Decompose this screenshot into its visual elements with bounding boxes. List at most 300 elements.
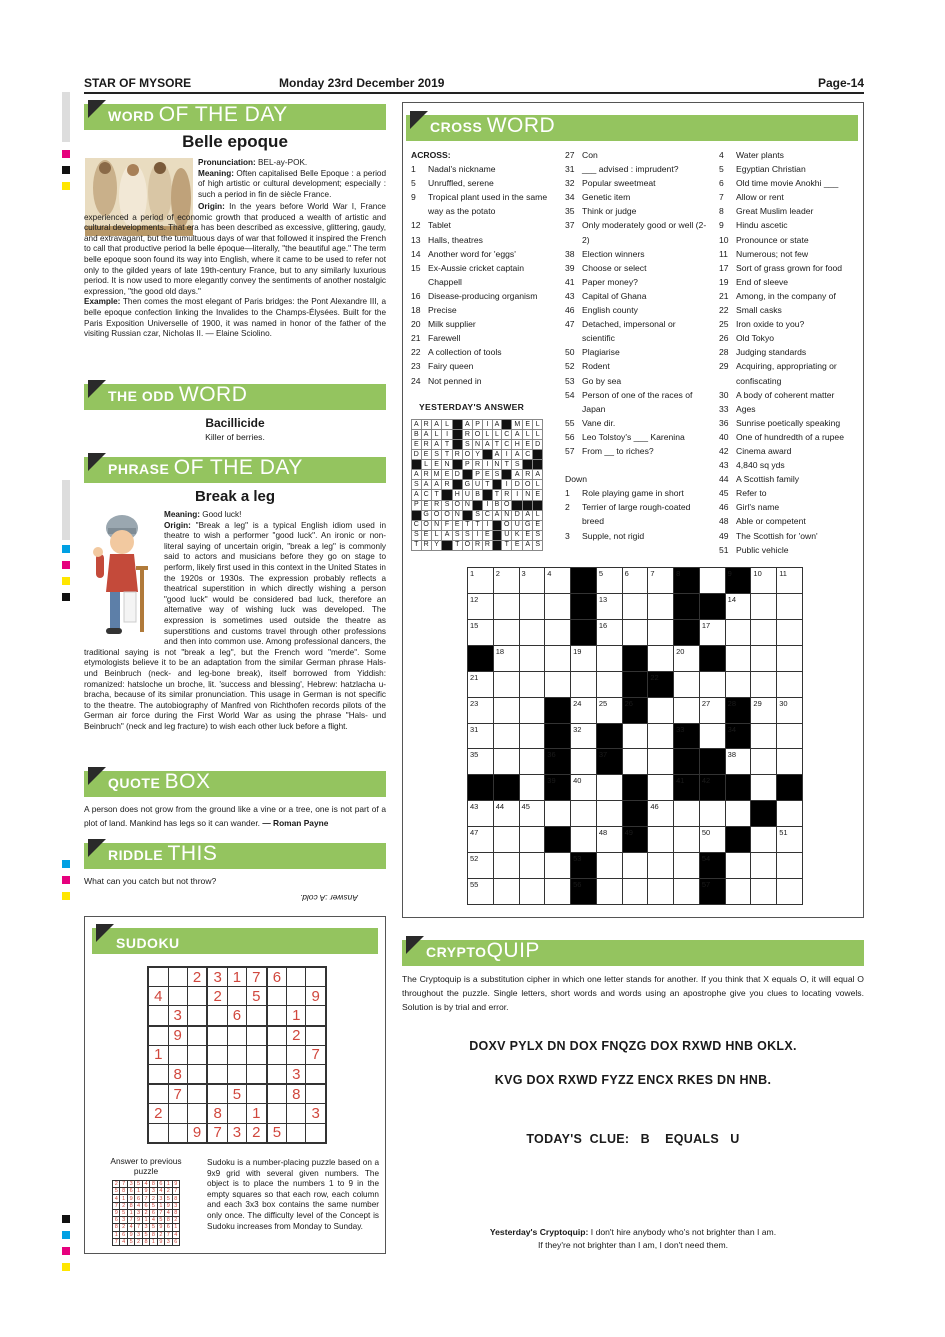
- sudoku-cell: 7: [135, 1224, 142, 1231]
- previous-sudoku-grid: [112, 1180, 180, 1246]
- crossword-cell[interactable]: [596, 853, 622, 879]
- crossword-cell[interactable]: [519, 749, 545, 775]
- sudoku-cell[interactable]: [306, 967, 326, 987]
- crossword-cell[interactable]: [493, 827, 519, 853]
- sudoku-cell[interactable]: 8: [207, 1104, 227, 1123]
- crossword-cell[interactable]: [571, 723, 597, 749]
- sudoku-cell: 6: [142, 1202, 149, 1209]
- crossword-cell[interactable]: [751, 645, 777, 671]
- crossword-cell[interactable]: [699, 697, 725, 723]
- sudoku-cell[interactable]: [227, 987, 246, 1006]
- clue-text: Another word for 'eggs': [428, 248, 516, 259]
- sudoku-cell[interactable]: [267, 1065, 287, 1085]
- crossword-cell[interactable]: [751, 723, 777, 749]
- crossword-cell[interactable]: [519, 879, 545, 905]
- crossword-cell[interactable]: [545, 645, 571, 671]
- sudoku-cell[interactable]: 1: [148, 1045, 168, 1064]
- sudoku-cell[interactable]: [168, 1045, 187, 1064]
- crossword-cell[interactable]: [468, 593, 494, 619]
- crossword-cell[interactable]: [674, 671, 700, 697]
- sudoku-cell: 7: [113, 1202, 120, 1209]
- crossword-cell[interactable]: [493, 645, 519, 671]
- crossword-cell[interactable]: [468, 801, 494, 827]
- crossword-cell[interactable]: [545, 879, 571, 905]
- answer-cell: E: [483, 470, 493, 480]
- sudoku-cell[interactable]: 9: [187, 1123, 207, 1143]
- crossword-cell[interactable]: [596, 879, 622, 905]
- clue-number: 10: [719, 234, 729, 245]
- odd-word: Bacillicide: [205, 416, 265, 430]
- crossword-cell[interactable]: [468, 619, 494, 645]
- sudoku-cell[interactable]: [187, 1045, 207, 1064]
- sudoku-cell[interactable]: 2: [247, 1123, 267, 1143]
- corner-triangle-icon: [88, 767, 106, 785]
- across-heading: ACROSS:: [411, 150, 451, 160]
- crossword-cell[interactable]: [648, 853, 674, 879]
- clue-number: 16: [411, 290, 421, 301]
- answer-cell: R: [472, 460, 482, 470]
- sudoku-cell[interactable]: 5: [247, 987, 267, 1006]
- crossword-cell[interactable]: [777, 853, 803, 879]
- cell-number: 56: [573, 880, 582, 890]
- corner-triangle-icon: [406, 936, 424, 954]
- answer-cell: E: [523, 530, 533, 540]
- crossword-cell[interactable]: [777, 697, 803, 723]
- sudoku-cell[interactable]: 3: [306, 1104, 326, 1123]
- crossword-cell[interactable]: [648, 749, 674, 775]
- sudoku-cell[interactable]: 2: [287, 1026, 306, 1046]
- crossword-cell[interactable]: [674, 853, 700, 879]
- origin-label: Origin:: [164, 520, 191, 530]
- crossword-cell[interactable]: [648, 879, 674, 905]
- answer-cell: P: [472, 470, 482, 480]
- crossword-cell[interactable]: [545, 671, 571, 697]
- crossword-cell[interactable]: [751, 568, 777, 594]
- answer-cell: T: [502, 540, 512, 550]
- sudoku-cell[interactable]: [287, 1104, 306, 1123]
- crossword-cell[interactable]: [725, 619, 751, 645]
- black-square: [725, 697, 751, 723]
- crossword-cell[interactable]: [571, 775, 597, 801]
- answer-cell: [533, 500, 543, 510]
- sudoku-cell[interactable]: [148, 1084, 168, 1104]
- crossword-cell[interactable]: [519, 645, 545, 671]
- crossword-cell[interactable]: [519, 827, 545, 853]
- crossword-cell[interactable]: [751, 671, 777, 697]
- crossword-cell[interactable]: [493, 801, 519, 827]
- sudoku-cell[interactable]: 5: [227, 1084, 246, 1104]
- crossword-cell[interactable]: [699, 801, 725, 827]
- crossword-cell[interactable]: [493, 853, 519, 879]
- sudoku-cell[interactable]: [267, 1026, 287, 1046]
- cell-number: 52: [470, 854, 479, 864]
- sudoku-cell[interactable]: [247, 1045, 267, 1064]
- bar-label: PHRASE: [108, 461, 170, 477]
- crossword-cell[interactable]: [519, 671, 545, 697]
- sudoku-cell[interactable]: [187, 1104, 207, 1123]
- crossword-cell[interactable]: [622, 879, 648, 905]
- answer-cell: A: [512, 450, 523, 460]
- answer-cell: [452, 480, 462, 490]
- answer-cell: O: [523, 480, 533, 490]
- crossword-cell[interactable]: [571, 671, 597, 697]
- sudoku-cell: 2: [157, 1231, 164, 1238]
- crossword-cell[interactable]: [596, 801, 622, 827]
- crossword-cell[interactable]: [777, 749, 803, 775]
- crossword-cell[interactable]: [751, 775, 777, 801]
- crossword-cell[interactable]: [493, 723, 519, 749]
- crossword-cell[interactable]: [493, 671, 519, 697]
- sudoku-cell[interactable]: 2: [148, 1104, 168, 1123]
- crossword-cell[interactable]: [699, 671, 725, 697]
- answer-cell: A: [492, 510, 502, 520]
- quote-author: — Roman Payne: [262, 818, 329, 828]
- crossword-cell[interactable]: [674, 645, 700, 671]
- crossword-cell[interactable]: [699, 568, 725, 594]
- crossword-cell[interactable]: [777, 723, 803, 749]
- sudoku-cell[interactable]: [267, 987, 287, 1006]
- crossword-cell[interactable]: [519, 593, 545, 619]
- answer-cell: I: [502, 480, 512, 490]
- crossword-cell[interactable]: [545, 568, 571, 594]
- crossword-cell[interactable]: [468, 671, 494, 697]
- crossword-cell[interactable]: [596, 593, 622, 619]
- sudoku-cell[interactable]: 7: [168, 1084, 187, 1104]
- sudoku-cell[interactable]: [187, 1065, 207, 1085]
- crossword-cell[interactable]: [699, 827, 725, 853]
- crossword-cell[interactable]: [751, 879, 777, 905]
- clue-text: One of hundredth of a rupee: [736, 431, 844, 442]
- sudoku-cell: 1: [135, 1188, 142, 1195]
- answer-cell: B: [412, 430, 422, 440]
- answer-cell: R: [502, 490, 512, 500]
- crossword-cell[interactable]: [699, 723, 725, 749]
- sudoku-cell[interactable]: 1: [247, 1104, 267, 1123]
- crossword-cell[interactable]: [571, 749, 597, 775]
- crossword-cell[interactable]: [596, 568, 622, 594]
- crossword-cell[interactable]: [493, 593, 519, 619]
- crossword-cell[interactable]: [648, 697, 674, 723]
- crossword-cell[interactable]: [751, 593, 777, 619]
- sudoku-cell[interactable]: [247, 1026, 267, 1046]
- crossword-cell[interactable]: [596, 697, 622, 723]
- cryptoquip-intro: The Cryptoquip is a substitution cipher in which one letter stands for another. If you think that X equals O, it will equal O throughout the puzzle. Single letters, short words and words using an apostrophe give you clues to locating vowels. Solution is by trial and error.: [402, 974, 864, 1012]
- sudoku-cell[interactable]: 6: [227, 1006, 246, 1026]
- crossword-cell[interactable]: [622, 619, 648, 645]
- sudoku-cell[interactable]: [187, 1026, 207, 1046]
- answer-cell: T: [492, 490, 502, 500]
- sudoku-bar: [92, 928, 378, 954]
- sudoku-cell[interactable]: [267, 1045, 287, 1064]
- answer-cell: S: [472, 510, 482, 520]
- crossword-cell[interactable]: [519, 619, 545, 645]
- sudoku-cell[interactable]: 3: [287, 1065, 306, 1085]
- crossword-cell[interactable]: [519, 853, 545, 879]
- sudoku-cell: 1: [165, 1181, 172, 1188]
- sudoku-cell[interactable]: 9: [168, 1026, 187, 1046]
- answer-cell: Y: [472, 450, 482, 460]
- crossword-cell[interactable]: [571, 801, 597, 827]
- answer-cell: N: [523, 490, 533, 500]
- sudoku-cell[interactable]: 5: [267, 1123, 287, 1143]
- crossword-cell[interactable]: [674, 697, 700, 723]
- crossword-cell[interactable]: [596, 645, 622, 671]
- riddle-question: What can you catch but not throw?: [84, 876, 217, 886]
- yesterday-cryptoquip: [402, 1226, 864, 1251]
- sudoku-cell[interactable]: [207, 1065, 227, 1085]
- crossword-cell[interactable]: [648, 775, 674, 801]
- answer-cell: R: [421, 440, 431, 450]
- clue-item: [411, 233, 551, 247]
- crossword-cell[interactable]: [725, 645, 751, 671]
- sudoku-cell: 1: [113, 1231, 120, 1238]
- crossword-cell[interactable]: [571, 827, 597, 853]
- crossword-cell[interactable]: [674, 827, 700, 853]
- clue-item: [719, 444, 859, 458]
- sudoku-cell[interactable]: [287, 987, 306, 1006]
- crossword-cell[interactable]: [674, 879, 700, 905]
- down-heading: Down: [565, 474, 587, 485]
- crossword-cell[interactable]: [674, 801, 700, 827]
- crossword-cell[interactable]: [648, 593, 674, 619]
- crossword-cell[interactable]: [468, 749, 494, 775]
- answer-cell: R: [472, 540, 482, 550]
- sudoku-cell[interactable]: 4: [148, 987, 168, 1006]
- sudoku-cell: 9: [113, 1209, 120, 1216]
- bar-label: QUOTE: [108, 775, 161, 791]
- crossword-cell[interactable]: [571, 645, 597, 671]
- word-of-day-origin: [84, 202, 386, 340]
- crossword-cell[interactable]: [468, 853, 494, 879]
- crossword-cell[interactable]: [493, 749, 519, 775]
- clue-number: 47: [565, 319, 575, 330]
- crossword-cell[interactable]: [777, 619, 803, 645]
- clue-item: [719, 289, 859, 303]
- sudoku-cell[interactable]: [168, 1104, 187, 1123]
- sudoku-cell[interactable]: 8: [168, 1065, 187, 1085]
- crossword-cell[interactable]: [777, 671, 803, 697]
- answer-cell: C: [483, 510, 493, 520]
- crossword-cell[interactable]: [777, 645, 803, 671]
- sudoku-cell[interactable]: [287, 967, 306, 987]
- sudoku-cell[interactable]: [168, 967, 187, 987]
- crossword-cell[interactable]: [545, 593, 571, 619]
- sudoku-cell[interactable]: [187, 1084, 207, 1104]
- sudoku-cell[interactable]: [187, 1006, 207, 1026]
- clue-item: [719, 345, 859, 359]
- black-square: [674, 568, 700, 594]
- crossword-cell[interactable]: [725, 879, 751, 905]
- crossword-cell[interactable]: [545, 853, 571, 879]
- crossword-cell[interactable]: [468, 697, 494, 723]
- sudoku-cell[interactable]: 3: [168, 1006, 187, 1026]
- sudoku-cell[interactable]: [207, 1084, 227, 1104]
- sudoku-cell[interactable]: 1: [287, 1006, 306, 1026]
- clue-number: 36: [719, 417, 729, 428]
- crossword-cell[interactable]: [622, 853, 648, 879]
- sudoku-cell: 5: [150, 1202, 157, 1209]
- answer-cell: E: [533, 490, 543, 500]
- crossword-cell[interactable]: [648, 801, 674, 827]
- crossword-cell[interactable]: [545, 619, 571, 645]
- answer-cell: A: [492, 450, 502, 460]
- sudoku-cell[interactable]: [168, 1123, 187, 1143]
- riddle-answer: Answer :A cold.: [300, 893, 358, 903]
- crossword-cell[interactable]: [648, 568, 674, 594]
- cell-number: 45: [521, 802, 530, 812]
- cell-number: 20: [676, 646, 685, 656]
- sudoku-cell: 9: [135, 1217, 142, 1224]
- crossword-cell[interactable]: [725, 671, 751, 697]
- crossword-cell[interactable]: [648, 619, 674, 645]
- sudoku-cell[interactable]: 9: [306, 987, 326, 1006]
- sudoku-cell[interactable]: [207, 1045, 227, 1064]
- crossword-cell[interactable]: [493, 697, 519, 723]
- crossword-cell[interactable]: [519, 801, 545, 827]
- sudoku-cell[interactable]: [306, 1026, 326, 1046]
- clue-number: 20: [411, 319, 421, 330]
- crossword-cell[interactable]: [648, 645, 674, 671]
- sudoku-cell[interactable]: [306, 1065, 326, 1085]
- clue-item: [719, 500, 859, 514]
- clue-text: Rodent: [582, 361, 610, 372]
- crossword-cell[interactable]: [622, 723, 648, 749]
- crossword-cell[interactable]: [596, 827, 622, 853]
- crossword-cell[interactable]: [777, 879, 803, 905]
- sudoku-cell[interactable]: [227, 1026, 246, 1046]
- answer-cell: A: [523, 510, 533, 520]
- sudoku-cell[interactable]: [207, 1006, 227, 1026]
- crossword-cell[interactable]: [519, 697, 545, 723]
- sudoku-cell[interactable]: [267, 1084, 287, 1104]
- sudoku-cell[interactable]: 7: [306, 1045, 326, 1064]
- clue-text: 4,840 sq yds: [736, 460, 785, 471]
- answer-cell: I: [472, 530, 482, 540]
- sudoku-cell[interactable]: [247, 1006, 267, 1026]
- sudoku-cell[interactable]: 8: [287, 1084, 306, 1104]
- answer-cell: G: [523, 520, 533, 530]
- cell-number: 30: [779, 698, 788, 708]
- sudoku-cell[interactable]: 6: [267, 967, 287, 987]
- crossword-cell[interactable]: [751, 749, 777, 775]
- crossword-cell[interactable]: [468, 827, 494, 853]
- crossword-cell[interactable]: [596, 671, 622, 697]
- answer-cell: R: [421, 420, 431, 430]
- sudoku-cell[interactable]: [148, 1123, 168, 1143]
- crossword-cell[interactable]: [751, 827, 777, 853]
- sudoku-cell[interactable]: 2: [207, 987, 227, 1006]
- sudoku-cell[interactable]: [306, 1084, 326, 1104]
- sudoku-cell[interactable]: [227, 1065, 246, 1085]
- crossword-cell[interactable]: [751, 619, 777, 645]
- answer-cell: G: [421, 510, 431, 520]
- cell-number: 51: [779, 828, 788, 838]
- crossword-cell[interactable]: [777, 568, 803, 594]
- crossword-cell[interactable]: [622, 568, 648, 594]
- crossword-cell[interactable]: [622, 749, 648, 775]
- sudoku-cell[interactable]: [227, 1104, 246, 1123]
- bar-label: SUDOKU: [116, 935, 180, 951]
- crossword-cell[interactable]: [725, 801, 751, 827]
- sudoku-cell[interactable]: [247, 1084, 267, 1104]
- answer-cell: B: [472, 490, 482, 500]
- clue-item: [719, 218, 859, 232]
- crossword-cell[interactable]: [725, 593, 751, 619]
- sudoku-cell[interactable]: [267, 1006, 287, 1026]
- sudoku-cell[interactable]: [148, 1026, 168, 1046]
- crossword-cell[interactable]: [468, 723, 494, 749]
- sudoku-cell[interactable]: [306, 1006, 326, 1026]
- cell-number: 41: [676, 776, 685, 786]
- crossword-grid[interactable]: [467, 567, 803, 905]
- answer-cell: A: [533, 470, 543, 480]
- crossword-cell[interactable]: [596, 775, 622, 801]
- crossword-cell[interactable]: [596, 619, 622, 645]
- sudoku-cell[interactable]: 7: [207, 1123, 227, 1143]
- sudoku-cell[interactable]: [287, 1045, 306, 1064]
- sudoku-cell[interactable]: [187, 987, 207, 1006]
- crossword-cell[interactable]: [725, 749, 751, 775]
- sudoku-cell[interactable]: [207, 1026, 227, 1046]
- sudoku-cell[interactable]: [148, 1065, 168, 1085]
- sudoku-cell[interactable]: [267, 1104, 287, 1123]
- crossword-cell[interactable]: [699, 619, 725, 645]
- sudoku-cell[interactable]: [168, 987, 187, 1006]
- crossword-cell[interactable]: [622, 593, 648, 619]
- sudoku-cell[interactable]: 3: [207, 967, 227, 987]
- sudoku-cell[interactable]: [148, 967, 168, 987]
- answer-cell: S: [452, 530, 462, 540]
- crossword-cell[interactable]: [648, 723, 674, 749]
- crossword-cell[interactable]: [545, 801, 571, 827]
- corner-triangle-icon: [410, 111, 428, 129]
- crossword-cell[interactable]: [468, 879, 494, 905]
- crossword-cell[interactable]: [751, 853, 777, 879]
- crossword-cell[interactable]: [777, 593, 803, 619]
- sudoku-cell[interactable]: [287, 1123, 306, 1143]
- sudoku-cell[interactable]: 2: [187, 967, 207, 987]
- crossword-cell[interactable]: [777, 827, 803, 853]
- sudoku-cell[interactable]: [247, 1065, 267, 1085]
- crossword-cell[interactable]: [519, 568, 545, 594]
- crossword-cell[interactable]: [725, 853, 751, 879]
- sudoku-grid[interactable]: [147, 966, 327, 1144]
- crossword-cell[interactable]: [751, 697, 777, 723]
- answer-cell: [412, 460, 422, 470]
- sudoku-cell[interactable]: 7: [247, 967, 267, 987]
- answer-cell: C: [502, 430, 512, 440]
- sudoku-cell[interactable]: [148, 1006, 168, 1026]
- clue-text: Egyptian Christian: [736, 164, 806, 175]
- sudoku-cell: 3: [142, 1224, 149, 1231]
- crossword-cell[interactable]: [519, 723, 545, 749]
- crossword-cell[interactable]: [519, 775, 545, 801]
- crossword-cell[interactable]: [571, 697, 597, 723]
- sudoku-cell[interactable]: [306, 1123, 326, 1143]
- crossword-cell[interactable]: [493, 879, 519, 905]
- clue-number: 46: [719, 502, 729, 513]
- crossword-cell[interactable]: [468, 568, 494, 594]
- sudoku-cell[interactable]: [227, 1045, 246, 1064]
- sudoku-cell[interactable]: 3: [227, 1123, 246, 1143]
- sudoku-cell[interactable]: 1: [227, 967, 246, 987]
- crossword-cell[interactable]: [648, 827, 674, 853]
- clue-number: 18: [411, 305, 421, 316]
- answer-cell: A: [512, 430, 523, 440]
- crossword-cell[interactable]: [493, 619, 519, 645]
- crossword-cell[interactable]: [493, 568, 519, 594]
- crossword-cell[interactable]: [777, 801, 803, 827]
